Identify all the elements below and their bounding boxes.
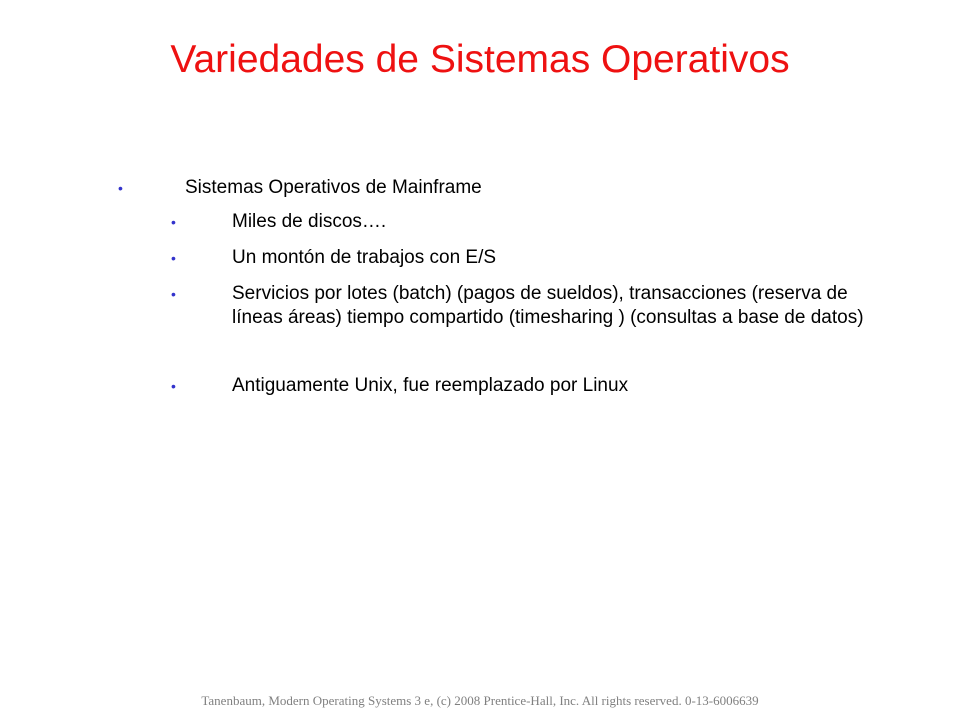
slide-title: Variedades de Sistemas Operativos [170,38,790,81]
bullet-icon: • [171,214,176,230]
bullet-text: Antiguamente Unix, fue reemplazado por Linux [232,375,629,396]
bullet-icon: • [171,378,176,394]
bullet-text: Un montón de trabajos con E/S [232,247,497,268]
bullet-text: Miles de discos…. [232,211,387,232]
bullet-icon: • [118,180,123,196]
bullet-icon: • [171,286,176,302]
bullet-text: Servicios por lotes (batch) (pagos de sueldos), transacciones (reserva de líneas áreas) tiempo compartido (timesharing ) (consultas a base de datos) [232,283,864,328]
slide-footer: Tanenbaum, Modern Operating Systems 3 e, (c) 2008 Prentice-Hall, Inc. All rights reserved. 0-13-6006639 [201,693,759,708]
bullet-text: Sistemas Operativos de Mainframe [185,177,482,198]
bullet-icon: • [171,250,176,266]
